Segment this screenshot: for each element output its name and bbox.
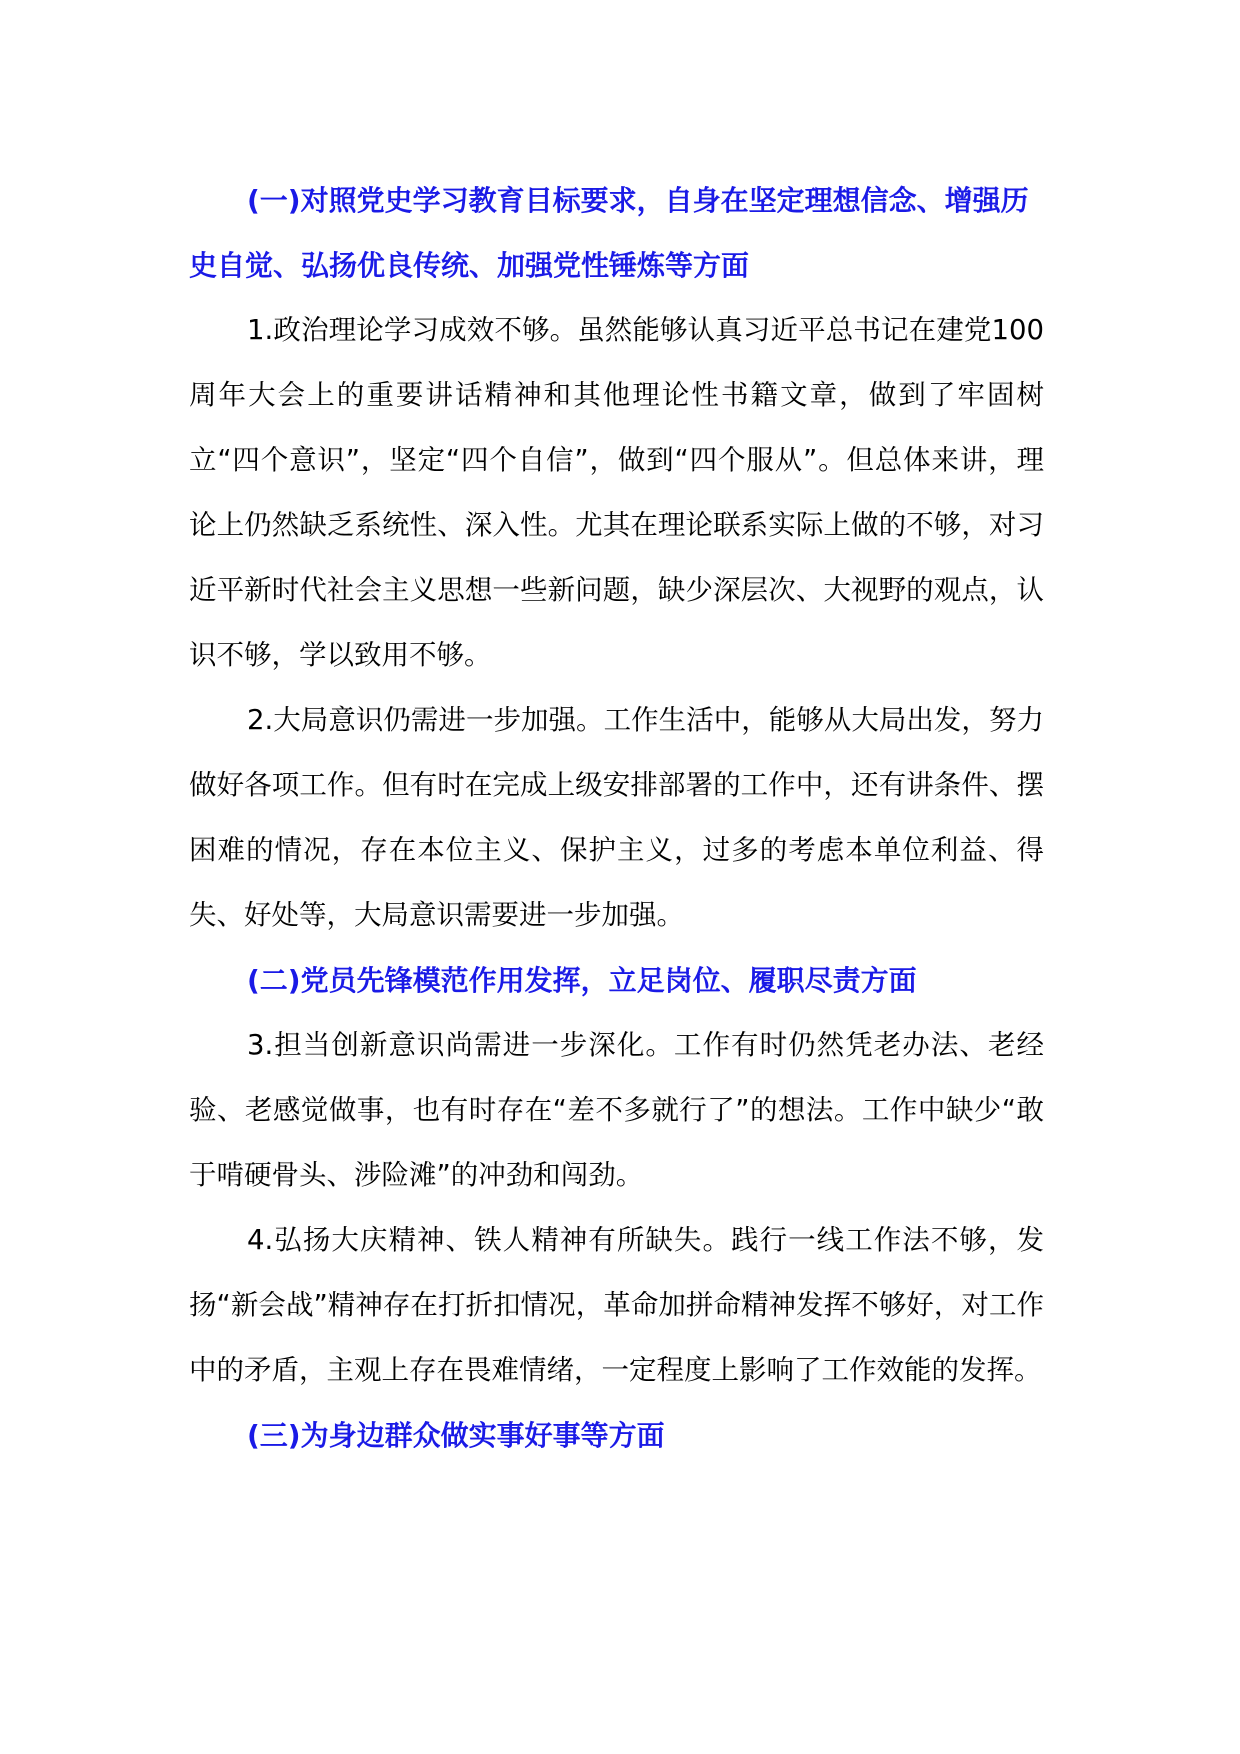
section-2-heading: (二)党员先锋模范作用发挥，立足岗位、履职尽责方面 [247,964,917,997]
document-page [189,168,1044,1468]
section-1-paragraph-1: 1.政治理论学习成效不够。虽然能够认真习近平总书记在建党100周年大会上的重要讲话精神和其他理论性书籍文章，做到了牢固树立“四个意识”，坚定“四个自信”，做到“四个服从”。但总体来讲，理论上仍然缺乏系统性、深入性。尤其在理论联系实际上做的不够，对习近平新时代社会主义思想一些新问题，缺少深层次、大视野的观点，认识不够，学以致用不够。 [189,314,1044,671]
section-2-paragraph-1: 3.担当创新意识尚需进一步深化。工作有时仍然凭老办法、老经验、老感觉做事，也有时存在“差不多就行了”的想法。工作中缺少“敢于啃硬骨头、涉险滩”的冲劲和闯劲。 [189,1029,1044,1191]
section-1-paragraph-2: 2.大局意识仍需进一步加强。工作生活中，能够从大局出发，努力做好各项工作。但有时在完成上级安排部署的工作中，还有讲条件、摆困难的情况，存在本位主义、保护主义，过多的考虑本单位利益、得失、好处等，大局意识需要进一步加强。 [189,704,1044,931]
section-3-heading: (三)为身边群众做实事好事等方面 [247,1419,665,1452]
section-1-heading: (一)对照党史学习教育目标要求，自身在坚定理想信念、增强历史自觉、弘扬优良传统、加强党性锤炼等方面 [189,184,1029,282]
section-2-paragraph-2: 4.弘扬大庆精神、铁人精神有所缺失。践行一线工作法不够，发扬“新会战”精神存在打折扣情况，革命加拼命精神发挥不够好，对工作中的矛盾，主观上存在畏难情绪，一定程度上影响了工作效能的发挥。 [189,1224,1044,1386]
